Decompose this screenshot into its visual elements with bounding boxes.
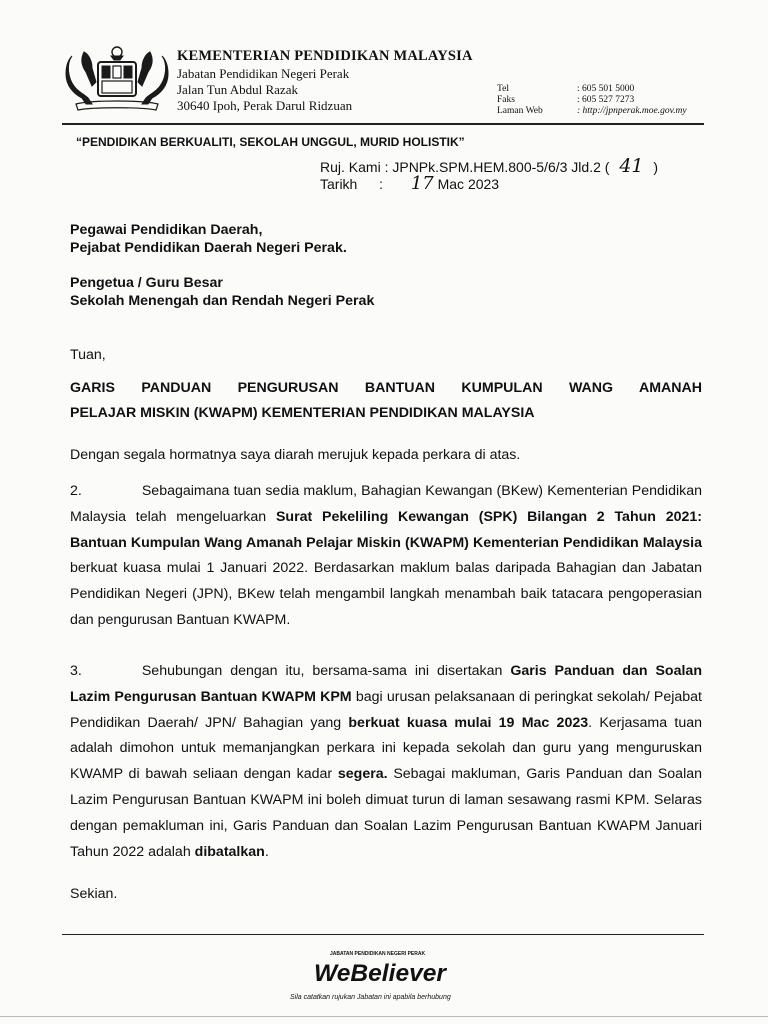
date-separator: : <box>379 176 384 192</box>
address-line-2: Jalan Tun Abdul Razak <box>177 82 298 97</box>
recipient-line-2: Pejabat Pendidikan Daerah Negeri Perak. <box>70 240 347 256</box>
opening-sentence: Dengan segala hormatnya saya diarah merujuk kepada perkara di atas. <box>70 447 521 463</box>
header-divider <box>62 123 704 125</box>
date-month-year: Mac 2023 <box>437 176 500 192</box>
paragraph-3-number: 3. <box>70 663 82 679</box>
website-link[interactable]: : http://jpnperak.moe.gov.my <box>577 106 687 116</box>
paragraph-3-text-2: bagi urusan pelaksanaan di peringkat sekolah/ Pejabat Pendidikan Daerah/ JPN/ Bahagian yang <box>70 688 702 731</box>
subject-line-2: PELAJAR MISKIN (KWAPM) KEMENTERIAN PENDIDIKAN MALAYSIA <box>70 405 535 421</box>
paragraph-3 <box>70 659 702 865</box>
footer-note: Sila catatkan rujukan Jabatan ini apabila berhubung <box>290 994 451 1001</box>
paragraph-2-text-2: berkuat kuasa mulai 1 Januari 2022. Berdasarkan maklum balas daripada Bahagian dan Jabatan Pendidikan Negeri (JPN), BKew telah mengambil langkah menambah baik tatacara pengoperasian dan pengurusan Bantuan KWAPM. <box>70 560 702 628</box>
recipient-line-4: Sekolah Menengah dan Rendah Negeri Perak <box>70 293 375 309</box>
fax-label: Faks <box>497 95 515 105</box>
paragraph-3-text-4: Sebagai makluman, Garis Panduan dan Soalan Lazim Pengurusan Bantuan KWAPM ini boleh dimuat turun di laman sesawang rasmi KPM. Selaras dengan pemakluman ini, Garis Panduan dan Soalan Lazim Pengurusan Bantuan KWAPM Januari Tahun 2022 adalah <box>70 766 702 860</box>
paragraph-2 <box>70 479 702 634</box>
date-line <box>320 173 499 194</box>
footer-divider <box>62 934 704 935</box>
fax-value: : 605 527 7273 <box>577 95 635 105</box>
website-label: Laman Web <box>497 106 543 116</box>
paragraph-3-bold-1: Garis Panduan dan Soalan Lazim Pengurusan Bantuan KWAPM KPM <box>70 663 702 705</box>
reference-close: ) <box>653 159 659 175</box>
coat-of-arms-logo <box>62 42 172 118</box>
paragraph-2-bold-1: Surat Pekeliling Kewangan (SPK) Bilangan 2 Tahun 2021: Bantuan Kumpulan Wang Amanah Pelajar Miskin (KWAPM) Kementerian Pendidikan Malaysia <box>70 508 702 551</box>
address-line-3: 30640 Ipoh, Perak Darul Ridzuan <box>177 98 353 113</box>
paragraph-3-text-1: Sehubungan dengan itu, bersama-sama ini disertakan <box>141 663 511 679</box>
reference-text: Ruj. Kami : JPNPk.SPM.HEM.800-5/6/3 Jld.2 ( <box>320 159 610 175</box>
closing: Sekian. <box>70 886 118 902</box>
ministry-name: KEMENTERIAN PENDIDIKAN MALAYSIA <box>177 48 473 64</box>
address-line-1: Jabatan Pendidikan Negeri Perak <box>177 66 350 81</box>
logo-caption: JABATAN PENDIDIKAN NEGERI PERAK <box>330 951 426 957</box>
date-label: Tarikh <box>320 176 358 192</box>
salutation: Tuan, <box>70 347 106 363</box>
tel-label: Tel <box>497 84 509 94</box>
date-handwritten-day: 17 <box>410 173 434 194</box>
motto: “PENDIDIKAN BERKUALITI, SEKOLAH UNGGUL, MURID HOLISTIK” <box>76 135 465 149</box>
subject-line-1: GARIS PANDUAN PENGURUSAN BANTUAN KUMPULAN WANG AMANAH <box>70 380 702 396</box>
recipient-line-3: Pengetua / Guru Besar <box>70 275 223 291</box>
webeliever-logo <box>312 948 452 988</box>
paragraph-2-text-1: Sebagaimana tuan sedia maklum, Bahagian Kewangan (BKew) Kementerian Pendidikan Malaysia telah mengeluarkan <box>70 483 702 525</box>
paragraph-2-number: 2. <box>70 483 82 499</box>
paragraph-3-text-3: . Kerjasama tuan adalah dimohon untuk memanjangkan perkara ini kepada sekolah dan guru yang menguruskan KWAMP di bawah seliaan dengan kadar <box>70 714 702 783</box>
tel-value: : 605 501 5000 <box>577 84 635 94</box>
paragraph-3-bold-3: segera. <box>337 766 388 783</box>
paragraph-3-bold-2: berkuat kuasa mulai 19 Mac 2023 <box>348 714 589 731</box>
recipient-line-1: Pegawai Pendidikan Daerah, <box>70 222 263 238</box>
paragraph-3-bold-4: dibatalkan <box>194 843 265 860</box>
paragraph-3-text-5: . <box>264 843 269 860</box>
page-edge <box>0 1016 768 1017</box>
reference-handwritten-number: 41 <box>619 155 644 177</box>
logo-text: WeBeliever <box>314 960 448 987</box>
